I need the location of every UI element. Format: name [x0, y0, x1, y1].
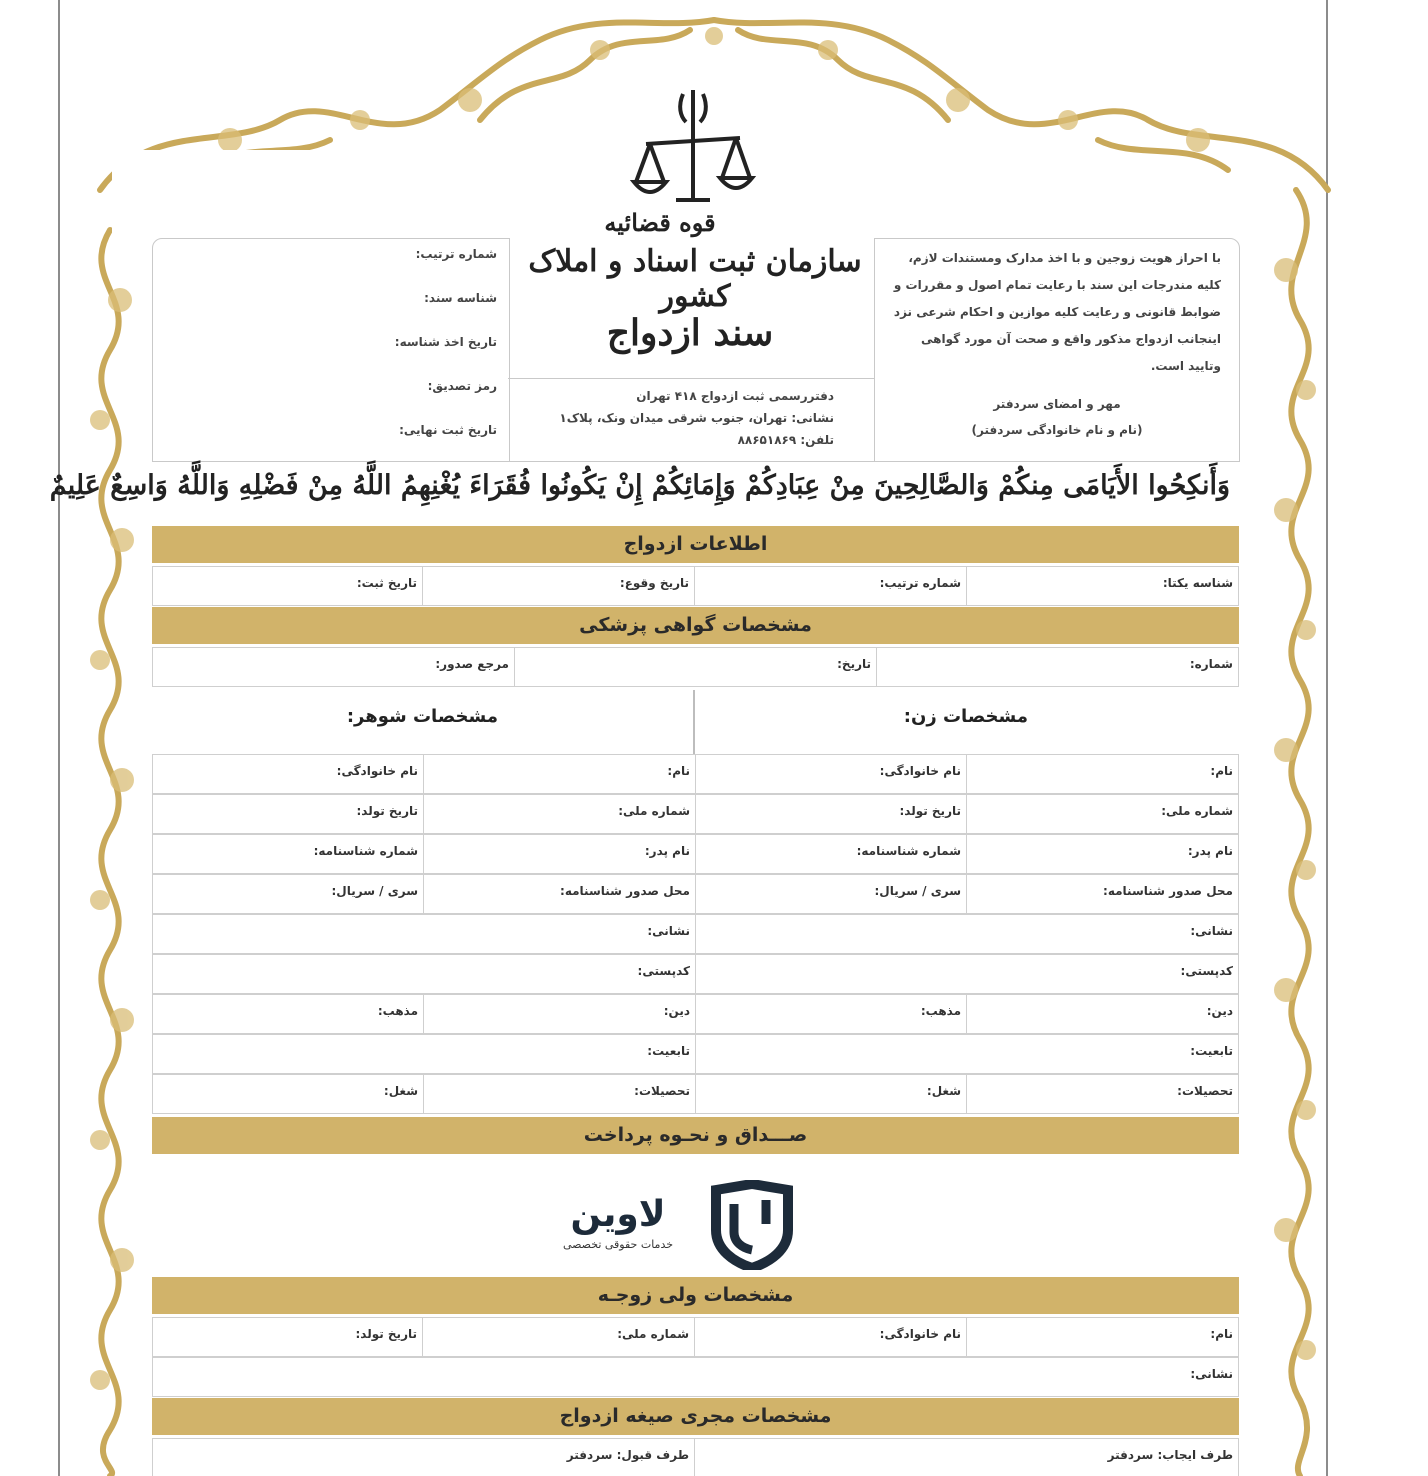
wife-field-cell [966, 995, 1238, 1033]
husband-field-cell [152, 835, 423, 873]
wife-field-cell [966, 755, 1238, 793]
cell-acceptance-party [153, 1439, 694, 1476]
office-phone: تلفن: ۸۸۶۵۱۸۶۹ [737, 433, 834, 447]
wife-field-cell [695, 875, 966, 913]
husband-field-cell [152, 1035, 695, 1073]
husband-field-label: تحصیلات: [634, 1084, 690, 1098]
wife-field-cell [695, 1075, 966, 1113]
cell-registration-date [153, 567, 422, 605]
wife-field-label: نام: [1210, 764, 1233, 778]
husband-field-label: تاریخ تولد: [356, 804, 418, 818]
cell-guardian-family-name [694, 1318, 966, 1356]
label-guardian-name: نام: [1210, 1327, 1233, 1341]
spouse-row [152, 1074, 1239, 1114]
husband-field-label: نام خانوادگی: [336, 764, 418, 778]
field-document-id: شناسه سند: [424, 291, 497, 305]
husband-field-label: دین: [663, 1004, 690, 1018]
wife-field-cell [695, 835, 966, 873]
husband-field-cell [152, 1075, 423, 1113]
husband-field-label: کدپستی: [637, 964, 690, 978]
spouse-row [152, 1034, 1239, 1074]
cell-guardian-birth-date [153, 1318, 422, 1356]
lawin-shield-icon [708, 1180, 796, 1270]
wife-section-title: مشخصات زن: [903, 706, 1028, 727]
guardian-row [152, 1317, 1239, 1357]
section-guardian: مشخصات ولی زوجـه [152, 1277, 1239, 1314]
wife-field-cell [966, 835, 1238, 873]
husband-field-cell [152, 995, 423, 1033]
label-medical-number: شماره: [1189, 657, 1233, 671]
spouse-row [152, 954, 1239, 994]
section-medical-certificate: مشخصات گواهی پزشکی [152, 607, 1239, 644]
wife-field-label: نام پدر: [1187, 844, 1233, 858]
wife-field-label: شغل: [926, 1084, 961, 1098]
husband-field-label: سری / سریال: [331, 884, 418, 898]
cell-unique-id [966, 567, 1238, 605]
wife-field-label: دین: [1206, 1004, 1233, 1018]
document-title: سند ازدواج [606, 312, 774, 354]
cell-medical-date [514, 648, 876, 686]
organization-title: سازمان ثبت اسناد و املاک کشور [528, 244, 862, 314]
spouse-row [152, 914, 1239, 954]
registry-office-box [508, 378, 874, 462]
husband-field-label: شماره شناسنامه: [313, 844, 418, 858]
label-offer-party: طرف ایجاب: سردفتر [1107, 1448, 1233, 1462]
husband-field-cell [423, 1075, 695, 1113]
husband-field-cell [423, 755, 695, 793]
wife-field-label: شماره ملی: [1161, 804, 1233, 818]
notary-seal-signature: مهر و امضای سردفتر [993, 397, 1121, 411]
label-acceptance-party: طرف قبول: سردفتر [566, 1448, 689, 1462]
label-unique-id: شناسه یکتا: [1162, 576, 1233, 590]
husband-field-label: شغل: [383, 1084, 418, 1098]
wife-field-label: تابعیت: [1190, 1044, 1233, 1058]
office-address: نشانی: تهران، جنوب شرقی میدان ونک، پلاک۱ [559, 411, 834, 425]
husband-field-cell [423, 795, 695, 833]
cell-guardian-name [966, 1318, 1238, 1356]
label-medical-date: تاریخ: [837, 657, 871, 671]
label-guardian-family-name: نام خانوادگی: [879, 1327, 961, 1341]
husband-field-cell [152, 955, 695, 993]
husband-field-cell [152, 875, 423, 913]
section-dowry: صـــداق و نحـوه پرداخت [152, 1117, 1239, 1154]
field-order-number: شماره ترتیب: [415, 247, 497, 261]
label-occurrence-date: تاریخ وقوع: [619, 576, 689, 590]
wife-field-cell [695, 755, 966, 793]
wife-field-label: نام خانوادگی: [879, 764, 961, 778]
label-registration-date: تاریخ ثبت: [356, 576, 417, 590]
wife-field-label: تاریخ تولد: [899, 804, 961, 818]
wife-field-label: سری / سریال: [874, 884, 961, 898]
label-medical-issuer: مرجع صدور: [435, 657, 509, 671]
wife-field-cell [695, 955, 1238, 993]
logo-tagline: خدمات حقوقی تخصصی [562, 1238, 674, 1251]
husband-field-cell [152, 915, 695, 953]
wife-field-cell [695, 915, 1238, 953]
cell-medical-issuer [153, 648, 514, 686]
header-identification-box [152, 238, 510, 462]
husband-field-label: نام پدر: [644, 844, 690, 858]
wife-field-cell [695, 1035, 1238, 1073]
cell-offer-party [694, 1439, 1238, 1476]
wife-field-label: شماره شناسنامه: [856, 844, 961, 858]
cell-occurrence-date [422, 567, 694, 605]
wife-field-cell [966, 875, 1238, 913]
guardian-address-row [152, 1357, 1239, 1397]
spouse-row [152, 754, 1239, 794]
wife-field-label: تحصیلات: [1177, 1084, 1233, 1098]
medical-certificate-row [152, 647, 1239, 687]
lawin-logo-wordmark [556, 1190, 680, 1240]
wife-field-label: کدپستی: [1180, 964, 1233, 978]
husband-field-cell [423, 875, 695, 913]
husband-field-label: محل صدور شناسنامه: [560, 884, 690, 898]
marriage-info-row [152, 566, 1239, 606]
spouse-row [152, 794, 1239, 834]
wife-field-cell [966, 1075, 1238, 1113]
header-notary-statement-box [874, 238, 1240, 462]
judiciary-emblem-icon [628, 86, 758, 216]
cell-guardian-national-id [422, 1318, 694, 1356]
notary-statement: با احراز هویت زوجین و با اخذ مدارک ومستندات لازم، کلیه مندرجات این سند با رعایت تمام اصول و مقررات و ضوابط قانونی و رعایت کلیه موازین و احکام شرعی نزد اینجانب ازدواج مذکور واقع و صحت آن مورد گواهی وتایید است. [893, 251, 1221, 373]
officiant-row [152, 1438, 1239, 1476]
registry-office-info [559, 385, 834, 451]
field-final-registration-date: تاریخ ثبت نهایی: [399, 423, 497, 437]
cell-order-number [694, 567, 966, 605]
wife-field-label: محل صدور شناسنامه: [1103, 884, 1233, 898]
husband-field-label: نام: [667, 764, 690, 778]
wife-field-cell [695, 995, 966, 1033]
husband-section-title: مشخصات شوهر: [346, 706, 498, 727]
husband-field-label: مذهب: [377, 1004, 418, 1018]
cell-guardian-address [153, 1358, 1238, 1396]
spouse-row [152, 874, 1239, 914]
logo-brand-text: لاوین [570, 1194, 666, 1235]
field-verification-code: رمز تصدیق: [427, 379, 497, 393]
spouse-row [152, 994, 1239, 1034]
section-marriage-info: اطلاعات ازدواج [152, 526, 1239, 563]
quran-verse: وَأَنكِحُوا الأَيَامَى مِنكُمْ وَالصَّالِحِينَ مِنْ عِبَادِكُمْ وَإِمَائِكُمْ إِنْ يَكُونُوا فُقَرَاءَ يُغْنِهِمُ اللَّهُ مِنْ فَضْلِهِ وَاللَّهُ وَاسِعٌ عَلِيمٌ [49, 470, 1230, 501]
office-name: دفتررسمی ثبت ازدواج ۴۱۸ تهران [636, 389, 834, 403]
spouse-divider [693, 690, 695, 754]
label-guardian-birth-date: تاریخ تولد: [355, 1327, 417, 1341]
label-guardian-address: نشانی: [1190, 1367, 1233, 1381]
husband-field-label: شماره ملی: [618, 804, 690, 818]
husband-field-label: نشانی: [647, 924, 690, 938]
wife-field-cell [966, 795, 1238, 833]
husband-field-label: تابعیت: [647, 1044, 690, 1058]
husband-field-cell [423, 995, 695, 1033]
husband-field-cell [152, 795, 423, 833]
cell-medical-number [876, 648, 1238, 686]
wife-field-label: مذهب: [920, 1004, 961, 1018]
label-order-number: شماره ترتیب: [879, 576, 961, 590]
wife-field-label: نشانی: [1190, 924, 1233, 938]
husband-field-cell [152, 755, 423, 793]
section-officiant: مشخصات مجری صیغه ازدواج [152, 1398, 1239, 1435]
judiciary-title: قوه قضائیه [604, 208, 716, 237]
wife-field-cell [695, 795, 966, 833]
spouse-row [152, 834, 1239, 874]
husband-field-cell [423, 835, 695, 873]
label-guardian-national-id: شماره ملی: [617, 1327, 689, 1341]
redacted-area [112, 150, 344, 236]
notary-name: (نام و نام خانوادگی سردفتر) [971, 423, 1143, 437]
field-id-date: تاریخ اخذ شناسه: [394, 335, 497, 349]
